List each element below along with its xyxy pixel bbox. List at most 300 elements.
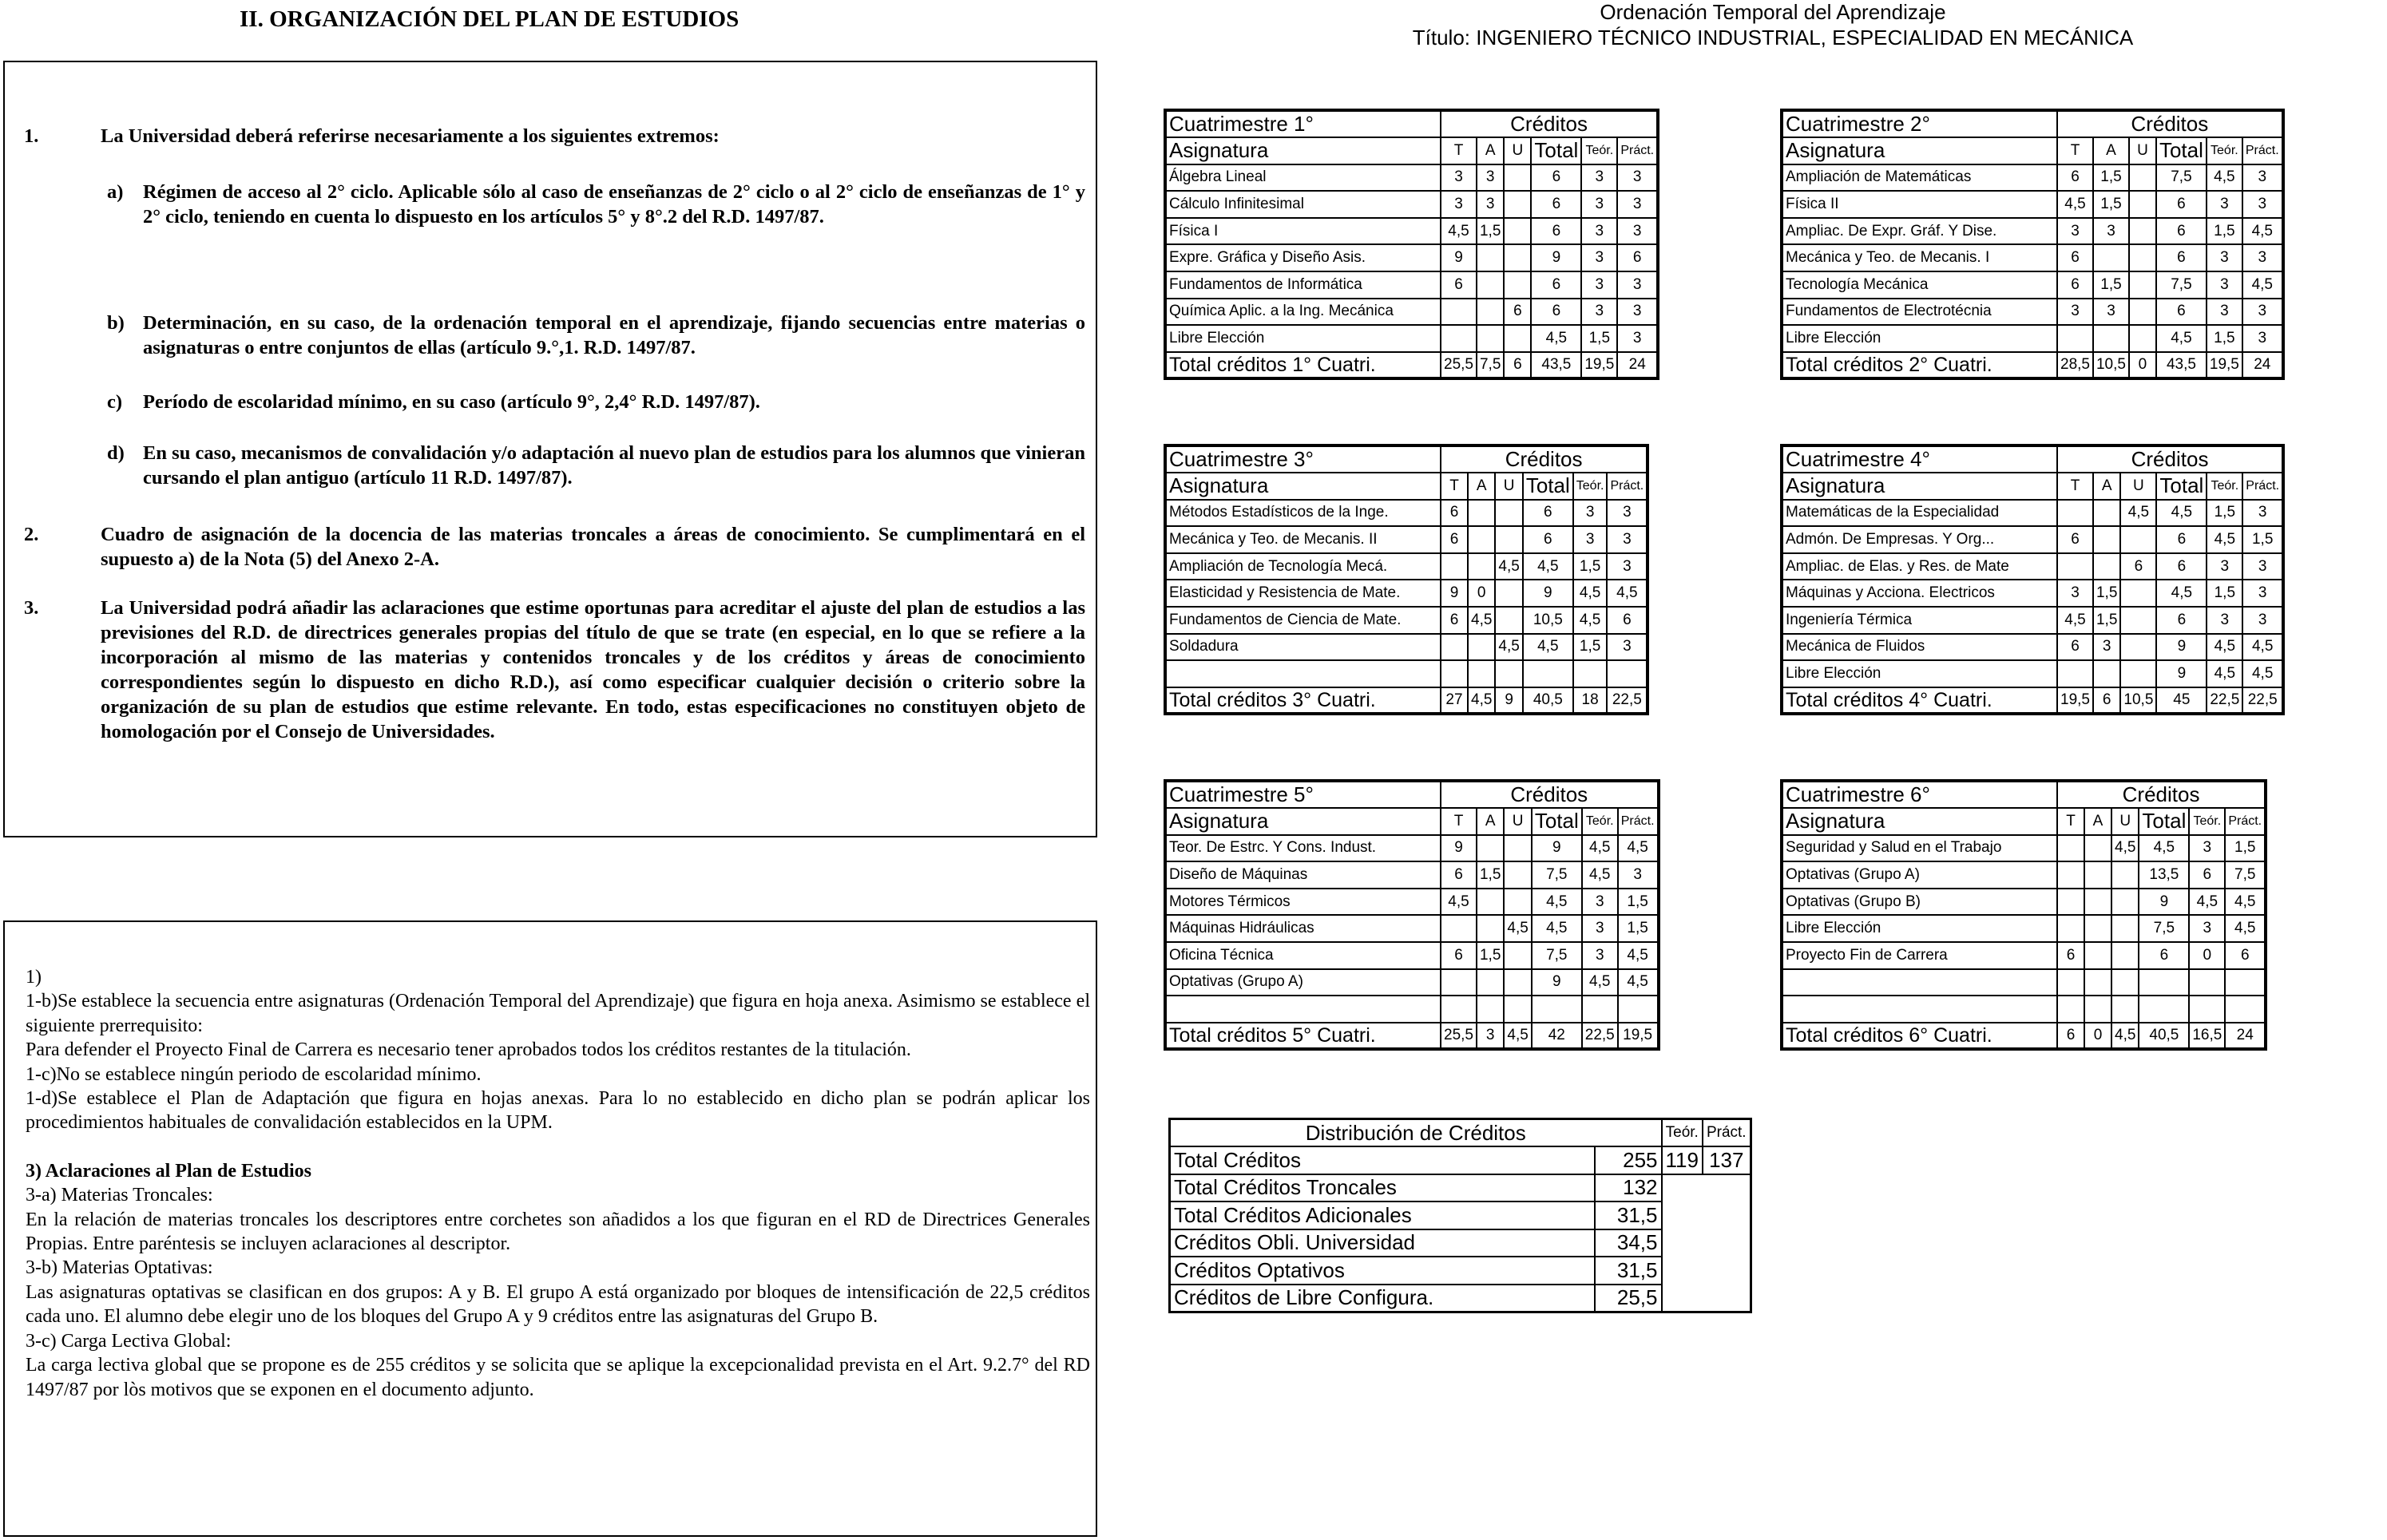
credit-cell xyxy=(2057,660,2093,687)
credit-cell: 6 xyxy=(2189,861,2225,889)
credit-cell: 6 xyxy=(2057,164,2093,192)
total-row xyxy=(1165,352,1658,379)
subject-name: Métodos Estadísticos de la Inge. xyxy=(1165,500,1441,527)
semester-table xyxy=(1164,444,1649,715)
total-label: Total créditos 3° Cuatri. xyxy=(1165,687,1441,715)
subject-name: Física II xyxy=(1782,191,2057,218)
credit-cell: 9 xyxy=(1441,244,1477,271)
credit-cell: 7,5 xyxy=(2156,164,2207,192)
credit-cell xyxy=(1504,271,1531,299)
total-value: 3 xyxy=(1477,1023,1504,1050)
dist-label: Total Créditos Adicionales xyxy=(1170,1202,1595,1229)
credit-cell: 9 xyxy=(2156,634,2207,661)
req-num: b) xyxy=(107,312,125,334)
credit-cell xyxy=(1477,299,1504,326)
teor-header: Teór. xyxy=(1582,808,1618,835)
note-line: 3-b) Materias Optativas: xyxy=(26,1257,213,1279)
total-value: 4,5 xyxy=(2111,1023,2139,1050)
table-row xyxy=(1165,244,1658,271)
semester-table xyxy=(1164,109,1659,380)
credit-cell xyxy=(2093,500,2120,527)
total-row xyxy=(1165,1023,1659,1050)
credit-cell: 6 xyxy=(2156,191,2207,218)
semester-title: Cuatrimestre 6° xyxy=(1782,781,2057,808)
u-header: U xyxy=(2120,473,2156,500)
credit-cell: 4,5 xyxy=(2207,526,2242,553)
table-row xyxy=(1782,244,2283,271)
credit-cell xyxy=(1573,660,1608,687)
pract-header: Práct. xyxy=(2225,808,2266,835)
credit-cell xyxy=(1441,634,1468,661)
credit-cell xyxy=(2084,969,2111,996)
credit-cell xyxy=(2111,915,2139,942)
credit-cell: 9 xyxy=(1523,580,1573,607)
credit-cell: 3 xyxy=(1617,191,1658,218)
credit-cell xyxy=(2057,861,2084,889)
dist-value: 31,5 xyxy=(1595,1257,1662,1285)
note-line: 1) xyxy=(26,967,42,988)
credit-cell: 3 xyxy=(1581,164,1617,192)
total-value: 22,5 xyxy=(2242,687,2283,715)
table-row xyxy=(1165,889,1659,916)
subject-name: Máquinas y Acciona. Electricos xyxy=(1782,580,2057,607)
total-value: 16,5 xyxy=(2189,1023,2225,1050)
credit-cell xyxy=(2189,969,2225,996)
credit-cell: 3 xyxy=(1617,299,1658,326)
total-value: 27 xyxy=(1441,687,1468,715)
subject-name: Ampliación de Matemáticas xyxy=(1782,164,2057,192)
table-row xyxy=(1782,942,2266,969)
subject-name: Libre Elección xyxy=(1782,325,2057,352)
credit-cell: 6 xyxy=(2139,942,2189,969)
a-header: A xyxy=(1477,808,1504,835)
credit-cell: 6 xyxy=(2156,553,2207,580)
table-row xyxy=(1782,580,2283,607)
subject-name: Máquinas Hidráulicas xyxy=(1165,915,1441,942)
credit-cell: 6 xyxy=(1441,271,1477,299)
credit-cell: 4,5 xyxy=(2156,580,2207,607)
table-row xyxy=(1165,325,1658,352)
credit-cell: 1,5 xyxy=(1618,915,1659,942)
total-value: 6 xyxy=(1504,352,1531,379)
total-value: 40,5 xyxy=(2139,1023,2189,1050)
credit-cell: 3 xyxy=(1607,500,1648,527)
credit-cell: 1,5 xyxy=(2207,325,2242,352)
pract-header: Práct. xyxy=(1607,473,1648,500)
asignatura-header: Asignatura xyxy=(1782,473,2057,500)
credit-cell: 3 xyxy=(2093,299,2129,326)
u-header: U xyxy=(1504,808,1531,835)
credit-cell xyxy=(2111,996,2139,1023)
distribution-title: Distribución de Créditos xyxy=(1170,1119,1662,1147)
subject-name: Soldadura xyxy=(1165,634,1441,661)
subject-name: Libre Elección xyxy=(1165,325,1441,352)
total-label: Total créditos 5° Cuatri. xyxy=(1165,1023,1441,1050)
subject-name: Elasticidad y Resistencia de Mate. xyxy=(1165,580,1441,607)
credit-cell: 3 xyxy=(1607,553,1648,580)
credit-cell xyxy=(1504,191,1531,218)
dist-empty xyxy=(1662,1174,1751,1312)
total-header: Total xyxy=(1523,473,1573,500)
credit-cell xyxy=(2139,996,2189,1023)
table-row xyxy=(1782,553,2283,580)
credit-cell xyxy=(1495,500,1522,527)
credit-cell: 6 xyxy=(1607,607,1648,634)
total-header: Total xyxy=(2156,473,2207,500)
credit-cell: 3 xyxy=(2242,299,2283,326)
u-header: U xyxy=(2129,137,2156,164)
req-text: Determinación, en su caso, de la ordenación temporal en el aprendizaje, fijando secuencias entre materias o asignaturas o entre conjuntos de ellas (artículo 9.°,1. R.D. 1497/87. xyxy=(143,312,1085,358)
credit-cell xyxy=(2129,164,2156,192)
table-row xyxy=(1782,191,2283,218)
credit-cell xyxy=(1477,244,1504,271)
credit-cell xyxy=(2093,244,2129,271)
credit-cell: 3 xyxy=(1617,164,1658,192)
semester-table xyxy=(1164,779,1660,1051)
a-header: A xyxy=(2093,137,2129,164)
table-row xyxy=(1782,634,2283,661)
credit-cell: 4,5 xyxy=(1618,969,1659,996)
credit-cell: 3 xyxy=(1477,164,1504,192)
total-value: 19,5 xyxy=(1581,352,1617,379)
total-value: 0 xyxy=(2084,1023,2111,1050)
credit-cell xyxy=(1495,526,1522,553)
credit-cell xyxy=(1477,835,1504,862)
table-row xyxy=(1782,299,2283,326)
credit-cell: 4,5 xyxy=(1441,218,1477,245)
credit-cell: 3 xyxy=(2207,244,2242,271)
teor-header: Teór. xyxy=(2207,473,2242,500)
subject-name: Fundamentos de Informática xyxy=(1165,271,1441,299)
ordenacion-heading: Ordenación Temporal del Aprendizaje xyxy=(1600,0,1946,24)
credit-cell xyxy=(1532,996,1582,1023)
semester-table xyxy=(1780,444,2285,715)
table-row xyxy=(1165,218,1658,245)
table-row xyxy=(1165,500,1648,527)
credit-cell xyxy=(2111,969,2139,996)
credit-cell xyxy=(2084,915,2111,942)
note-line: La carga lectiva global que se propone es de 255 créditos y se solicita que se aplique la excepcionalidad prevista en el Art. 9.2.7° del RD 1497/87 por lòs motivos que se exponen en el documento adjunto. xyxy=(26,1355,1090,1400)
total-label: Total créditos 4° Cuatri. xyxy=(1782,687,2057,715)
titulo-heading: Título: INGENIERO TÉCNICO INDUSTRIAL, ESPECIALIDAD EN MECÁNICA xyxy=(1412,26,2134,49)
credit-cell: 4,5 xyxy=(1582,969,1618,996)
creditos-header: Créditos xyxy=(2057,445,2283,473)
subject-name: Teor. De Estrc. Y Cons. Indust. xyxy=(1165,835,1441,862)
credit-cell: 6 xyxy=(2057,526,2093,553)
credit-cell: 3 xyxy=(1441,164,1477,192)
total-row xyxy=(1165,687,1648,715)
note-line: 3-a) Materias Troncales: xyxy=(26,1185,213,1206)
table-row xyxy=(1782,889,2266,916)
creditos-header: Créditos xyxy=(2057,110,2283,137)
credit-cell: 0 xyxy=(1468,580,1495,607)
credit-cell: 3 xyxy=(2207,299,2242,326)
table-row xyxy=(1782,861,2266,889)
credit-cell: 3 xyxy=(2242,191,2283,218)
credit-cell xyxy=(1468,500,1495,527)
credit-cell: 7,5 xyxy=(1532,942,1582,969)
credit-cell xyxy=(1504,218,1531,245)
credit-cell xyxy=(2057,325,2093,352)
pract-header: Práct. xyxy=(1617,137,1658,164)
total-value: 7,5 xyxy=(1477,352,1504,379)
credit-cell: 6 xyxy=(2156,526,2207,553)
credit-cell: 4,5 xyxy=(2225,915,2266,942)
credit-cell: 4,5 xyxy=(1582,835,1618,862)
credit-cell xyxy=(2120,634,2156,661)
semester-table xyxy=(1780,109,2285,380)
credit-cell xyxy=(1441,996,1477,1023)
table-row xyxy=(1165,634,1648,661)
credit-cell: 6 xyxy=(1523,526,1573,553)
credit-cell: 6 xyxy=(2156,607,2207,634)
credit-cell: 4,5 xyxy=(2242,218,2283,245)
note-line: Las asignaturas optativas se clasifican en dos grupos: A y B. El grupo A está organizado por bloques de intensificación de 22,5 créditos cada uno. El alumno debe elegir uno de los bloques del Grupo A y 9 créditos entre las asignaturas del Grupo B. xyxy=(26,1281,1090,1328)
note-line: 1-c)No se establece ningún periodo de escolaridad mínimo. xyxy=(26,1063,482,1085)
note-line: 1-d)Se establece el Plan de Adaptación que figura en hojas anexas. Para lo no establecido en dicho plan se podrán aplicar los procedimientos habituales de convalidación establecidos en la UPM. xyxy=(26,1088,1090,1134)
subject-name xyxy=(1165,996,1441,1023)
dist-label: Total Créditos Troncales xyxy=(1170,1174,1595,1202)
total-value: 43,5 xyxy=(1531,352,1581,379)
credit-cell xyxy=(1441,553,1468,580)
credit-cell: 4,5 xyxy=(1573,607,1608,634)
credit-cell xyxy=(2057,969,2084,996)
subject-name: Motores Térmicos xyxy=(1165,889,1441,916)
credit-cell xyxy=(2129,271,2156,299)
a-header: A xyxy=(1477,137,1504,164)
teor-header: Teór. xyxy=(2207,137,2242,164)
subject-name: Mecánica de Fluidos xyxy=(1782,634,2057,661)
table-row xyxy=(1782,835,2266,862)
credit-cell: 3 xyxy=(2207,271,2242,299)
credit-cell: 4,5 xyxy=(2120,500,2156,527)
dist-value: 34,5 xyxy=(1595,1229,1662,1257)
credit-cell: 4,5 xyxy=(1495,553,1522,580)
total-label: Total créditos 2° Cuatri. xyxy=(1782,352,2057,379)
asignatura-header: Asignatura xyxy=(1782,137,2057,164)
credit-cell xyxy=(1477,325,1504,352)
credit-cell: 4,5 xyxy=(1582,861,1618,889)
credit-cell: 4,5 xyxy=(2111,835,2139,862)
credit-cell: 1,5 xyxy=(2207,218,2242,245)
total-value: 4,5 xyxy=(1504,1023,1531,1050)
subject-name: Tecnología Mecánica xyxy=(1782,271,2057,299)
dist-value: 255 xyxy=(1595,1146,1662,1174)
teor-header: Teór. xyxy=(2189,808,2225,835)
table-row xyxy=(1782,969,2266,996)
subject-name: Mecánica y Teo. de Mecanis. I xyxy=(1782,244,2057,271)
credit-cell xyxy=(2120,580,2156,607)
total-value: 6 xyxy=(2093,687,2120,715)
total-value: 45 xyxy=(2156,687,2207,715)
total-value: 22,5 xyxy=(2207,687,2242,715)
credit-cell: 1,5 xyxy=(2207,500,2242,527)
total-value: 10,5 xyxy=(2093,352,2129,379)
credit-cell: 3 xyxy=(2207,553,2242,580)
credit-cell: 3 xyxy=(2242,553,2283,580)
subject-name: Libre Elección xyxy=(1782,915,2057,942)
credit-cell: 3 xyxy=(1582,942,1618,969)
subject-name: Seguridad y Salud en el Trabajo xyxy=(1782,835,2057,862)
notes-box xyxy=(3,920,1097,1537)
req-text: En su caso, mecanismos de convalidación y/o adaptación al nuevo plan de estudios para los alumnos que vinieran cursando el plan antiguo (artículo 11 R.D. 1497/87). xyxy=(143,442,1085,489)
credit-cell: 3 xyxy=(1582,889,1618,916)
credit-cell: 3 xyxy=(1582,915,1618,942)
credit-cell xyxy=(2120,526,2156,553)
table-row xyxy=(1165,580,1648,607)
t-header: T xyxy=(1441,808,1477,835)
table-row xyxy=(1782,526,2283,553)
credit-cell xyxy=(1477,271,1504,299)
table-row xyxy=(1782,164,2283,192)
note-heading: 3) Aclaraciones al Plan de Estudios xyxy=(26,1160,312,1182)
note-line: 1-b)Se establece la secuencia entre asignaturas (Ordenación Temporal del Aprendizaje) que figura en hoja anexa. Asimismo se establece el siguiente prerrequisito: xyxy=(26,991,1090,1036)
credit-cell: 4,5 xyxy=(2207,634,2242,661)
total-value: 19,5 xyxy=(2057,687,2093,715)
total-value: 43,5 xyxy=(2156,352,2207,379)
credit-cell xyxy=(2120,607,2156,634)
pract-header: Práct. xyxy=(2242,473,2283,500)
table-row xyxy=(1165,660,1648,687)
credit-cell: 6 xyxy=(1504,299,1531,326)
subject-name: Proyecto Fin de Carrera xyxy=(1782,942,2057,969)
credit-cell: 3 xyxy=(1607,526,1648,553)
subject-name: Física I xyxy=(1165,218,1441,245)
credit-cell xyxy=(1495,607,1522,634)
subject-name: Fundamentos de Ciencia de Mate. xyxy=(1165,607,1441,634)
credit-cell: 3 xyxy=(1618,861,1659,889)
credit-cell: 1,5 xyxy=(1618,889,1659,916)
total-value: 24 xyxy=(1617,352,1658,379)
table-row xyxy=(1782,271,2283,299)
total-header: Total xyxy=(2139,808,2189,835)
table-row xyxy=(1165,553,1648,580)
subject-name xyxy=(1782,996,2057,1023)
credit-cell xyxy=(1582,996,1618,1023)
section-title: II. ORGANIZACIÓN DEL PLAN DE ESTUDIOS xyxy=(240,6,739,32)
credit-cell: 4,5 xyxy=(1523,634,1573,661)
total-label: Total créditos 6° Cuatri. xyxy=(1782,1023,2057,1050)
credit-cell: 3 xyxy=(1581,244,1617,271)
credit-cell xyxy=(1504,969,1531,996)
credit-cell: 0 xyxy=(2189,942,2225,969)
credit-cell: 3 xyxy=(2207,607,2242,634)
total-value: 0 xyxy=(2129,352,2156,379)
credit-cell: 6 xyxy=(1617,244,1658,271)
credit-cell: 9 xyxy=(1532,969,1582,996)
credit-cell: 4,5 xyxy=(1573,580,1608,607)
credit-cell: 9 xyxy=(2139,889,2189,916)
credit-cell: 6 xyxy=(1441,500,1468,527)
table-row xyxy=(1165,942,1659,969)
credit-cell: 3 xyxy=(2242,607,2283,634)
table-row xyxy=(1782,996,2266,1023)
credit-cell: 4,5 xyxy=(2057,191,2093,218)
credit-cell xyxy=(1468,553,1495,580)
total-value: 18 xyxy=(1573,687,1608,715)
dist-label: Créditos Optativos xyxy=(1170,1257,1595,1285)
credit-cell: 1,5 xyxy=(1581,325,1617,352)
credit-cell: 7,5 xyxy=(2156,271,2207,299)
subject-name: Matemáticas de la Especialidad xyxy=(1782,500,2057,527)
total-label: Total créditos 1° Cuatri. xyxy=(1165,352,1441,379)
credit-cell: 6 xyxy=(2156,299,2207,326)
table-row xyxy=(1165,299,1658,326)
credit-cell xyxy=(2129,218,2156,245)
credit-cell xyxy=(1607,660,1648,687)
dist-pract-header: Práct. xyxy=(1703,1119,1751,1147)
credit-cell xyxy=(2120,660,2156,687)
credit-cell: 9 xyxy=(1441,580,1468,607)
credit-cell: 4,5 xyxy=(2207,164,2242,192)
total-header: Total xyxy=(2156,137,2207,164)
credit-cell: 3 xyxy=(2207,191,2242,218)
credit-cell: 6 xyxy=(1531,191,1581,218)
credit-cell: 3 xyxy=(1581,271,1617,299)
credit-cell xyxy=(2057,996,2084,1023)
table-row xyxy=(1165,835,1659,862)
credit-cell: 1,5 xyxy=(2093,271,2129,299)
total-value: 28,5 xyxy=(2057,352,2093,379)
table-row xyxy=(1165,607,1648,634)
semester-title: Cuatrimestre 5° xyxy=(1165,781,1441,808)
credit-cell: 3 xyxy=(1617,271,1658,299)
credit-cell: 3 xyxy=(2242,500,2283,527)
credit-cell: 3 xyxy=(1477,191,1504,218)
table-row xyxy=(1782,660,2283,687)
credit-cell: 4,5 xyxy=(2156,325,2207,352)
table-row xyxy=(1165,526,1648,553)
a-header: A xyxy=(2084,808,2111,835)
credit-cell xyxy=(1477,969,1504,996)
req-text: Período de escolaridad mínimo, en su caso (artículo 9°, 2,4° R.D. 1497/87). xyxy=(143,391,760,413)
total-header: Total xyxy=(1532,808,1582,835)
total-value: 19,5 xyxy=(1618,1023,1659,1050)
dist-label: Créditos Obli. Universidad xyxy=(1170,1229,1595,1257)
note-line: 3-c) Carga Lectiva Global: xyxy=(26,1330,232,1352)
subject-name: Ampliac. De Expr. Gráf. Y Dise. xyxy=(1782,218,2057,245)
credit-cell: 3 xyxy=(2189,915,2225,942)
credit-cell: 4,5 xyxy=(2225,889,2266,916)
credit-cell xyxy=(1477,915,1504,942)
total-value: 22,5 xyxy=(1582,1023,1618,1050)
distribution-table xyxy=(1168,1118,1752,1313)
creditos-header: Créditos xyxy=(1441,110,1658,137)
credit-cell xyxy=(2093,325,2129,352)
a-header: A xyxy=(1468,473,1495,500)
t-header: T xyxy=(1441,137,1477,164)
credit-cell: 6 xyxy=(1531,299,1581,326)
dist-value: 31,5 xyxy=(1595,1202,1662,1229)
credit-cell xyxy=(1441,325,1477,352)
credit-cell: 1,5 xyxy=(1573,634,1608,661)
credit-cell: 4,5 xyxy=(1618,835,1659,862)
credit-cell xyxy=(2057,889,2084,916)
credit-cell: 6 xyxy=(2156,244,2207,271)
subject-name: Mecánica y Teo. de Mecanis. II xyxy=(1165,526,1441,553)
total-row xyxy=(1782,352,2283,379)
credit-cell xyxy=(2057,915,2084,942)
note-line: Para defender el Proyecto Final de Carrera es necesario tener aprobados todos los créditos restantes de la titulación. xyxy=(26,1039,911,1061)
subject-name: Optativas (Grupo A) xyxy=(1165,969,1441,996)
total-header: Total xyxy=(1531,137,1581,164)
note-spacer xyxy=(26,1135,1090,1159)
credit-cell xyxy=(2084,996,2111,1023)
u-header: U xyxy=(1495,473,1522,500)
table-row xyxy=(1782,218,2283,245)
credit-cell: 3 xyxy=(1573,500,1608,527)
credit-cell: 6 xyxy=(2120,553,2156,580)
